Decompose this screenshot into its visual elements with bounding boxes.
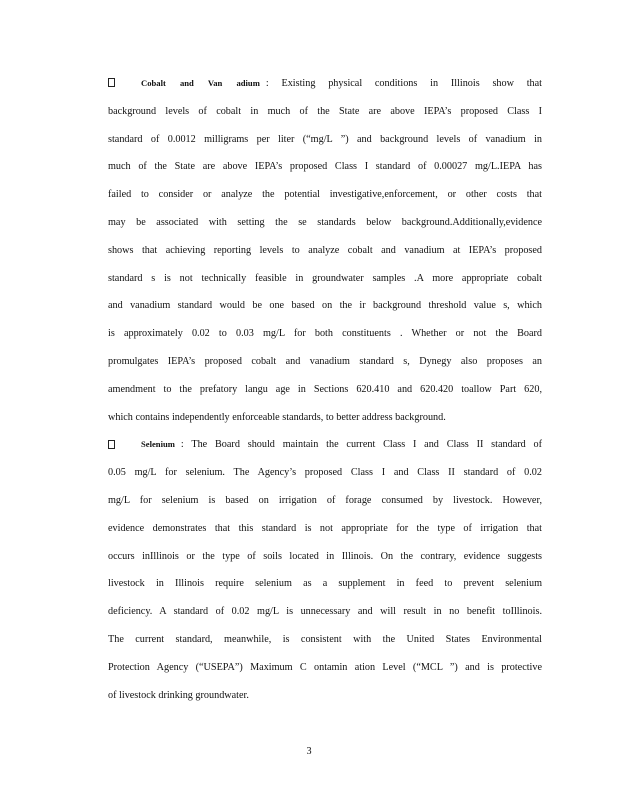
- paragraph-line: The current standard, meanwhile, is consistent with the United States Environmental: [108, 633, 542, 645]
- paragraph-line: standard of 0.0012 milligrams per liter (“mg/L ”) and background levels of vanadium in: [108, 133, 542, 145]
- selenium-bullet-line: [108, 431, 542, 459]
- paragraph-line: amendment to the prefatory langu age in Sections 620.410 and 620.420 toallow Part 620,: [108, 383, 542, 395]
- paragraph-line: Protection Agency (“USEPA”) Maximum C ontamin ation Level (“MCL ”) and is protective: [108, 661, 542, 673]
- paragraph-line: standard s is not technically feasible in groundwater samples .A more appropriate cobalt: [108, 272, 542, 284]
- cobalt-vanadium-heading: Cobalt and Van adium: [141, 78, 260, 88]
- paragraph-line: evidence demonstrates that this standard is not appropriate for the type of irrigation that: [108, 522, 542, 534]
- selenium-intro: : The Board should maintain the current Class I and Class II standard of: [180, 439, 542, 451]
- paragraph-line: deficiency. A standard of 0.02 mg/L is unnecessary and will result in no benefit toIllinois.: [108, 606, 542, 618]
- paragraph-line: 0.05 mg/L for selenium. The Agency’s proposed Class I and Class II standard of 0.02: [108, 467, 542, 479]
- paragraph-line: which contains independently enforceable standards, to better address background.: [108, 411, 446, 423]
- page-number: 3: [306, 746, 312, 757]
- paragraph-line: background levels of cobalt in much of the State are above IEPA’s proposed Class I: [108, 105, 542, 117]
- bullet-box-icon: [108, 440, 115, 449]
- selenium-heading: Selenium: [141, 439, 175, 450]
- paragraph-line: mg/L for selenium is based on irrigation of forage consumed by livestock. However,: [108, 494, 542, 506]
- paragraph-line: livestock in Illinois require selenium as a supplement in feed to prevent selenium: [108, 578, 542, 590]
- paragraph-line: and vanadium standard would be one based on the ir background threshold value s, which: [108, 300, 542, 312]
- paragraph-line: is approximately 0.02 to 0.03 mg/L for both constituents . Whether or not the Board: [108, 328, 542, 340]
- paragraph-line: occurs inIllinois or the type of soils located in Illinois. On the contrary, evidence suggests: [108, 550, 542, 562]
- cobalt-vanadium-intro: : Existing physical conditions in Illinois show that: [265, 78, 542, 89]
- bullet-box-icon: [108, 78, 115, 87]
- paragraph-line: may be associated with setting the se standards below background.Additionally,evidence: [108, 216, 542, 228]
- cobalt-vanadium-bullet-line: [108, 70, 542, 98]
- paragraph-line: failed to consider or analyze the potential investigative,enforcement, or other costs that: [108, 189, 542, 201]
- paragraph-line: shows that achieving reporting levels to analyze cobalt and vanadium at IEPA’s proposed: [108, 244, 542, 256]
- paragraph-line: of livestock drinking groundwater.: [108, 689, 249, 701]
- body-text: [108, 70, 542, 709]
- paragraph-line: much of the State are above IEPA’s proposed Class I standard of 0.00027 mg/L.IEPA has: [108, 161, 542, 173]
- paragraph-line: promulgates IEPA’s proposed cobalt and vanadium standard s, Dynegy also proposes an: [108, 355, 542, 367]
